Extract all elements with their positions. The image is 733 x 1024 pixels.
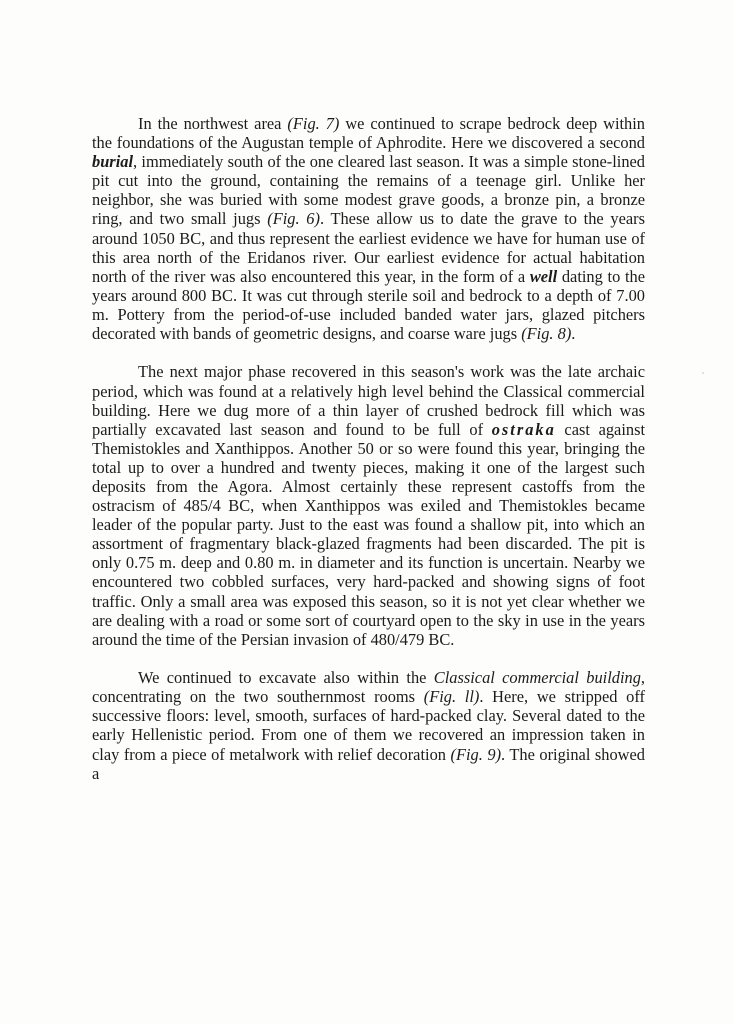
scan-speck — [702, 372, 704, 374]
paragraph-northwest-area — [92, 114, 645, 343]
text-run: The next major phase recovered in this season's work was the late archaic period, which was found at a relatively high level behind the Classical commercial building. Here we dug more of a thin layer of crushed bedrock fill which was partially excavated last season and found to be full of — [92, 362, 645, 439]
text-run: cast against Themistokles and Xanthippos. Another 50 or so were found this year, bringing the total up to over a hundred and twenty pieces, making it one of the largest such deposits from the Agora. Almost certainly these represent castoffs from the ostracism of 485/4 BC, when Xanthippos was exiled and Themistokles became leader of the popular party. Just to the east was found a shallow pit, into which an assortment of fragmentary black-glazed fragments had been discarded. The pit is only 0.75 m. deep and 0.80 m. in diameter and its function is uncertain. Nearby we encountered two cobbled surfaces, very hard-packed and showing signs of foot traffic. Only a small area was exposed this season, so it is not yet clear whether we are dealing with a road or some sort of courtyard open to the sky in use in the years around the time of the Persian invasion of 480/479 BC. — [92, 419, 646, 649]
text-run: . The original showed a — [92, 744, 645, 783]
italic-phrase: (Fig. 6) — [267, 209, 320, 229]
text-run: dating to the years around 800 BC. It was cut through sterile soil and bedrock to a depth of 7.00 m. Pottery from the period-of-use included banded water jars, glazed pitchers decorated with bands of geometric designs, and coarse ware jugs — [92, 266, 645, 344]
text-run: . Here, we stripped off successive floors: level, smooth, surfaces of hard-packed clay. Several dated to the early Hellenistic period. From one of them we recovered an impression taken in clay from a piece of metalwork with relief decoration — [92, 687, 645, 764]
emphasized-term: burial — [92, 152, 133, 172]
paragraph-classical-commercial-building — [92, 668, 645, 783]
paragraph-late-archaic-period — [92, 362, 645, 648]
italic-phrase: (Fig. ll) — [423, 687, 480, 707]
italic-phrase: (Fig. 8) — [521, 324, 572, 344]
text-column — [92, 114, 645, 802]
text-run: we continued to scrape bedrock deep within the foundations of the Augustan temple of Aphrodite. Here we discovered a second — [92, 114, 646, 153]
italic-phrase: Classical commercial building — [433, 668, 641, 688]
emphasized-term: well — [529, 266, 558, 286]
text-run: , immediately south of the one cleared last season. It was a simple stone-lined pit cut into the ground, containing the remains of a teenage girl. Unlike her neighbor, she was buried with some modest grave goods, a bronze pin, a bronze ring, and two small jugs — [92, 152, 645, 229]
text-run: . These allow us to date the grave to the years around 1050 BC, and thus represent the earliest evidence we have for human use of this area north of the Eridanos river. Our earliest evidence for actual habitation north of the river was also encountered this year, in the form of a — [92, 209, 645, 286]
text-run: , concentrating on the two southernmost rooms — [92, 668, 645, 707]
italic-phrase: (Fig. 9) — [450, 744, 502, 764]
text-run: In the northwest area — [138, 114, 288, 133]
text-run: . — [571, 324, 576, 344]
spaced-term: ostraka — [491, 419, 556, 439]
italic-phrase: (Fig. 7) — [287, 114, 340, 133]
text-run: We continued to excavate also within the — [138, 668, 434, 688]
